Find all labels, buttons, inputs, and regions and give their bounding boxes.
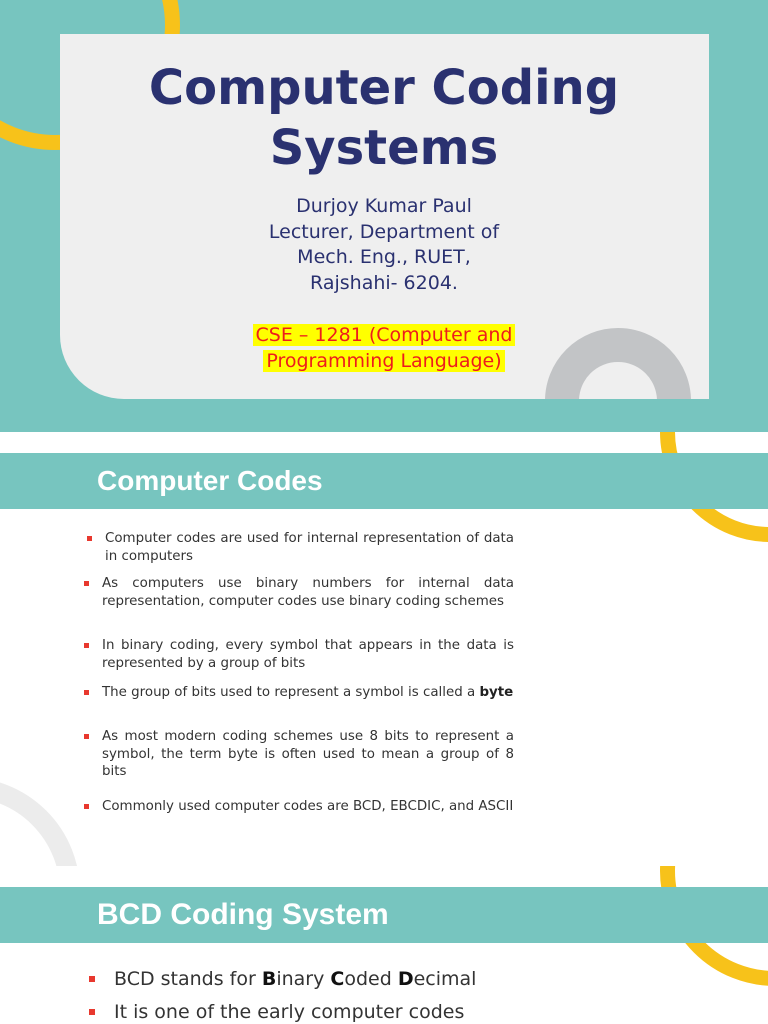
computer-codes-slide: [0, 432, 768, 866]
emphasis-letter: D: [397, 968, 414, 990]
author-department: Mech. Eng., RUET,: [297, 246, 471, 268]
bullet-marker-icon: [84, 734, 89, 739]
bullet-text: inary: [276, 968, 331, 990]
course-line-2: Programming Language): [263, 350, 504, 372]
list-item: [86, 996, 476, 1024]
bullet-text: ecimal: [413, 968, 477, 990]
bullet-marker-icon: [84, 581, 89, 586]
author-address: Rajshahi- 6204.: [310, 271, 458, 294]
course-line-1: CSE – 1281 (Computer and: [253, 324, 516, 346]
author-position: Lecturer, Department of: [268, 220, 500, 243]
list-item: [82, 798, 514, 816]
bullet-marker-icon: [84, 690, 89, 695]
decorative-gray-ring: [0, 777, 80, 866]
bullet-marker-icon: [89, 1009, 95, 1015]
bullet-marker-icon: [84, 804, 89, 809]
presentation-title: [0, 58, 768, 178]
bullet-list: [86, 963, 476, 1024]
bullet-text: In binary coding, every symbol that appears in the data is represented by a group of bits: [102, 638, 514, 671]
bullet-text: Commonly used computer codes are BCD, EBCDIC, and ASCII: [102, 799, 514, 814]
bullet-text: BCD stands for: [114, 968, 262, 990]
bullet-text: It is one of the early computer codes: [114, 1001, 465, 1023]
author-info: [0, 194, 768, 296]
bullet-text: oded: [344, 968, 398, 990]
emphasis-byte: byte: [479, 685, 514, 700]
list-item: [86, 963, 476, 996]
bullet-text: The group of bits used to represent a symbol is called a: [102, 685, 480, 700]
bullet-marker-icon: [87, 536, 92, 541]
slide-title: BCD Coding System: [97, 898, 389, 931]
bullet-marker-icon: [84, 643, 89, 648]
course-info: [0, 322, 768, 374]
emphasis-letter: B: [261, 968, 277, 990]
title-line-2: Systems: [269, 120, 499, 176]
bullet-marker-icon: [89, 976, 95, 982]
slide-title: Computer Codes: [97, 465, 323, 496]
title-line-1: Computer Coding: [148, 60, 620, 116]
bullet-text: As computers use binary numbers for internal data representation, computer codes use binary coding schemes: [102, 576, 514, 609]
bcd-slide: [0, 866, 768, 1024]
list-item: [82, 575, 514, 610]
list-item: [82, 728, 514, 781]
title-slide: [0, 0, 768, 432]
list-item: [82, 684, 514, 702]
bullet-text: Computer codes are used for internal representation of data in computers: [105, 531, 514, 564]
author-name: Durjoy Kumar Paul: [296, 195, 472, 217]
emphasis-letter: C: [330, 968, 345, 990]
list-item: [85, 530, 514, 565]
bullet-text: As most modern coding schemes use 8 bits to represent a symbol, the term byte is often used to mean a group of 8 bits: [102, 729, 514, 779]
list-item: [82, 637, 514, 672]
